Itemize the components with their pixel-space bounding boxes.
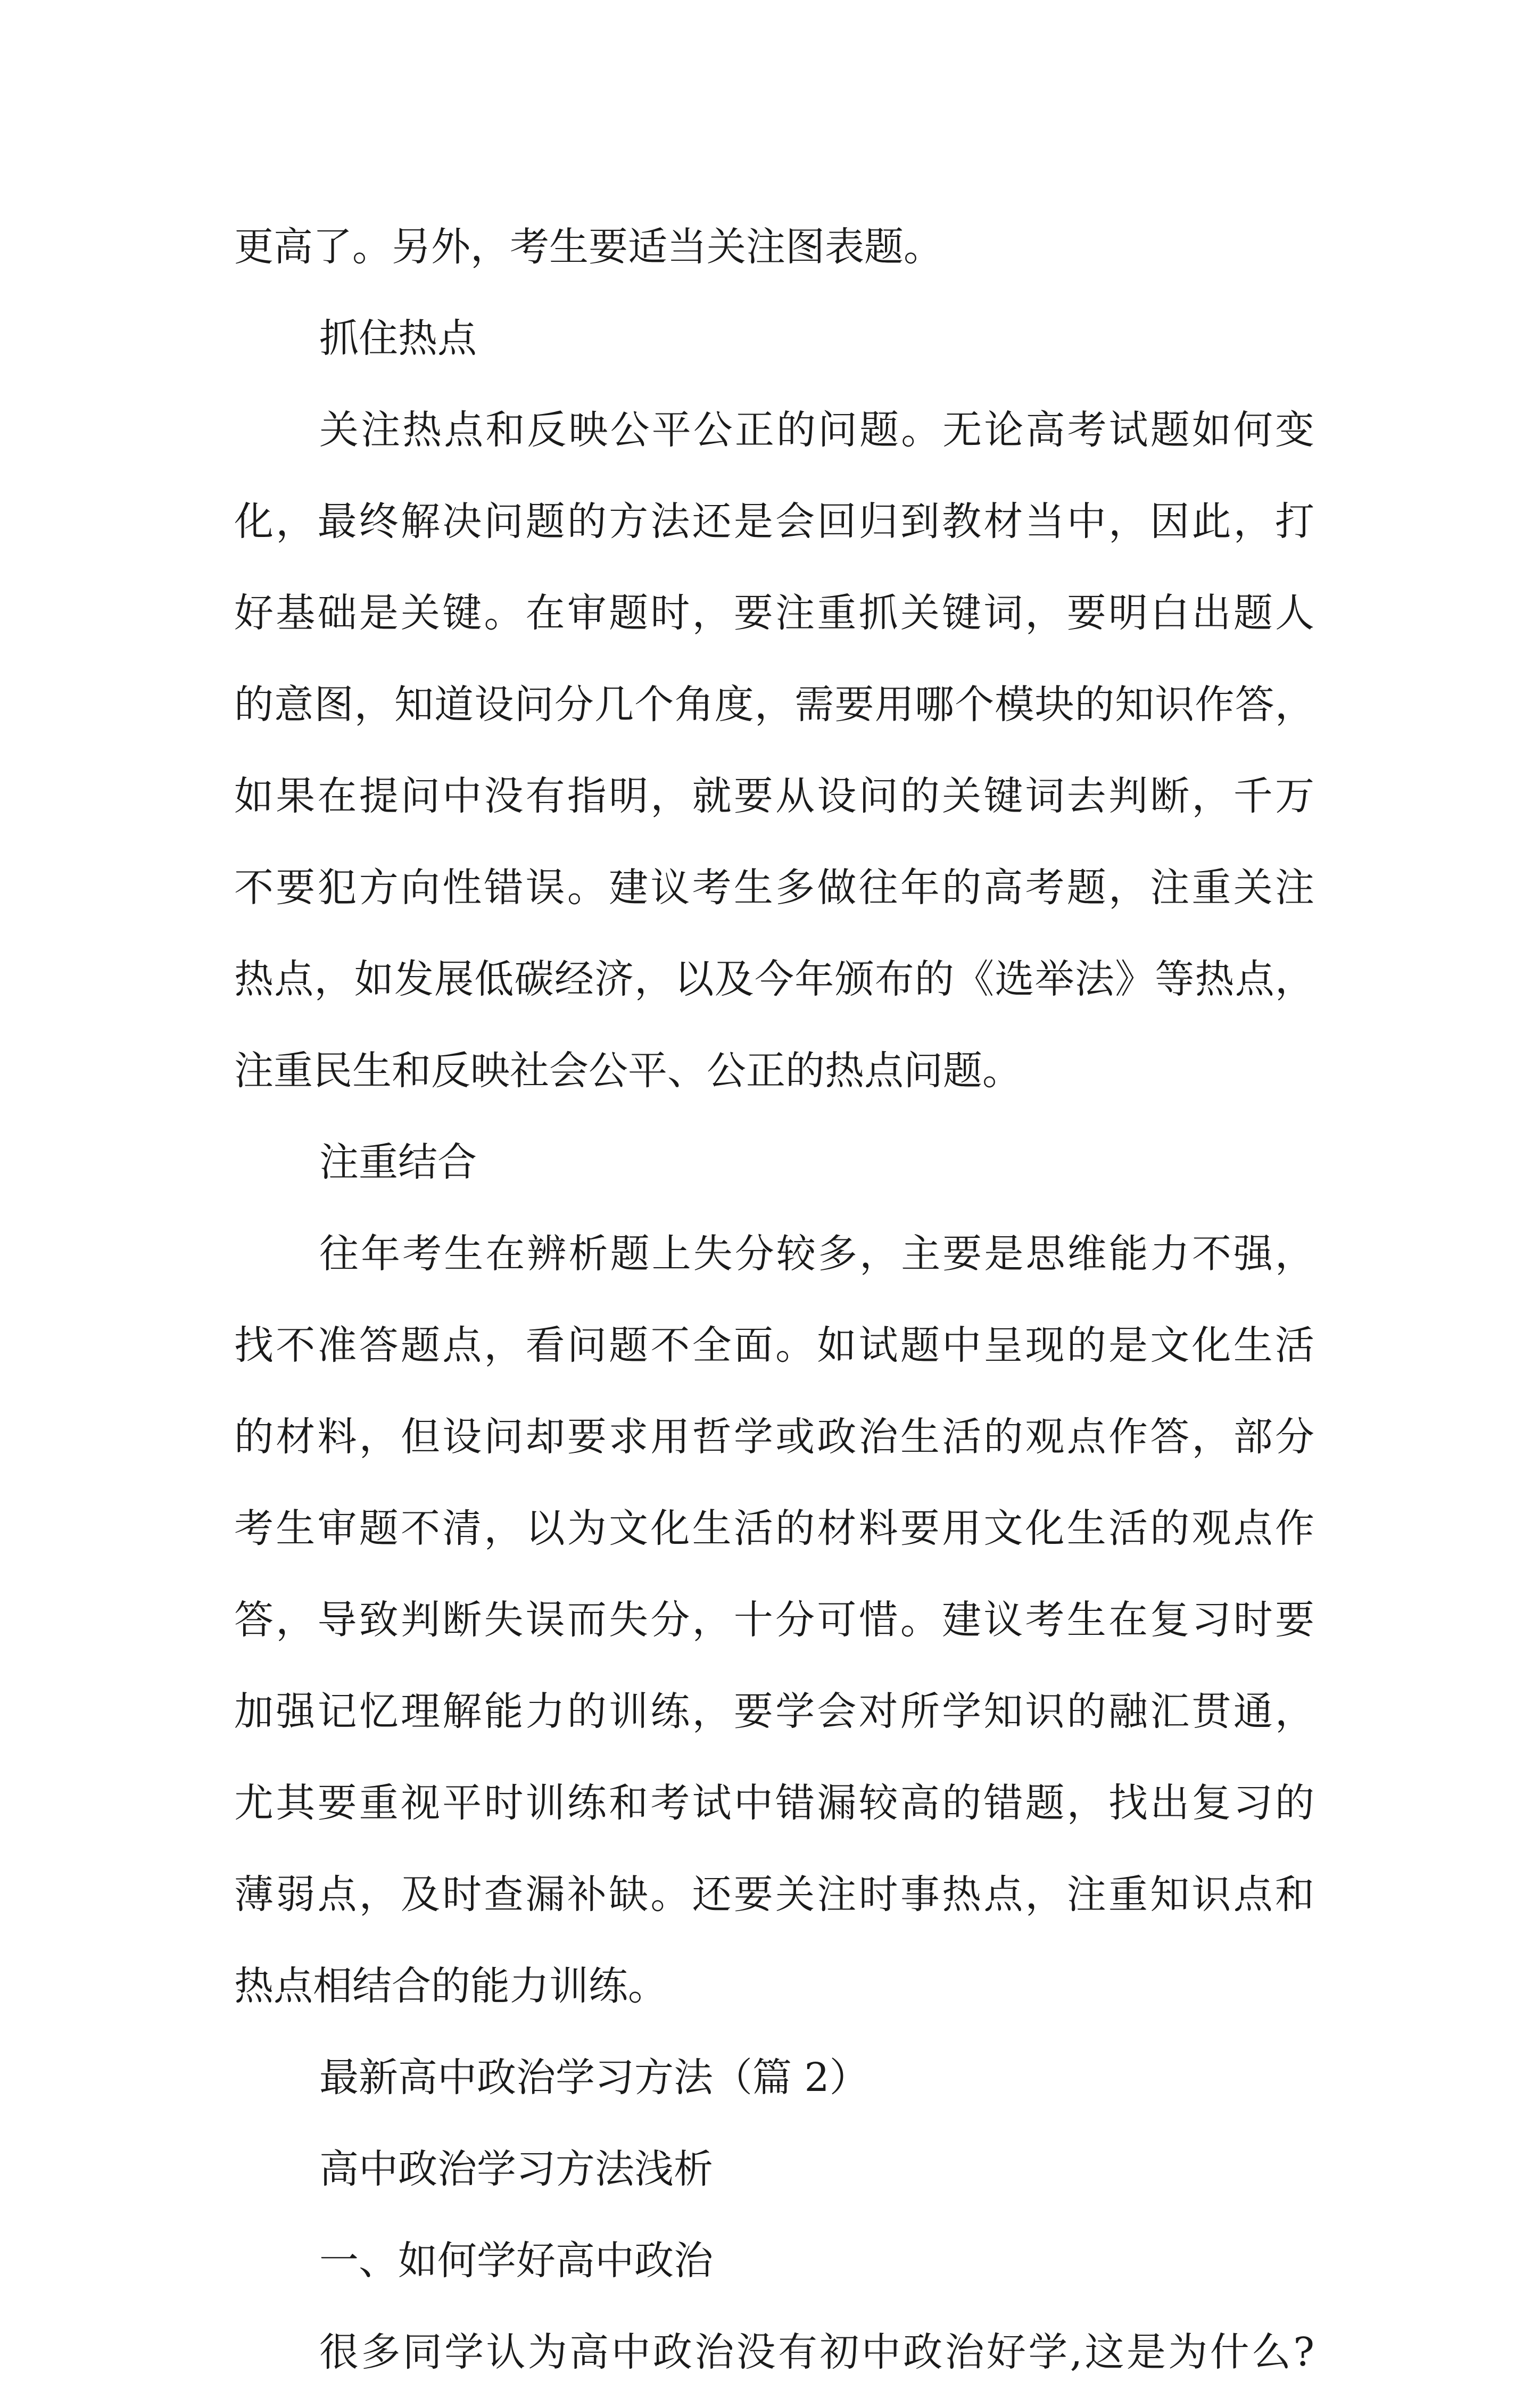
text-line: 的意图，知道设问分几个角度，需要用哪个模块的知识作答， [234, 682, 1314, 727]
text-line: 尤其要重视平时训练和考试中错漏较高的错题，找出复习的 [234, 1780, 1314, 1826]
text-line: 如果在提问中没有指明，就要从设问的关键词去判断，千万 [234, 773, 1314, 819]
text-line: 考生审题不清，以为文化生活的材料要用文化生活的观点作 [234, 1506, 1314, 1551]
text-line: 薄弱点，及时查漏补缺。还要关注时事热点，注重知识点和 [234, 1872, 1314, 1917]
text-line: 化，最终解决问题的方法还是会回归到教材当中，因此，打 [234, 499, 1314, 544]
text-line: 找不准答题点，看问题不全面。如试题中呈现的是文化生活 [234, 1322, 1314, 1368]
text-line: 的材料，但设问却要求用哲学或政治生活的观点作答，部分 [234, 1414, 1314, 1460]
text-line: 抓住热点 [319, 316, 477, 361]
document-body [234, 201, 1314, 2398]
text-line: 不要犯方向性错误。建议考生多做往年的高考题，注重关注 [234, 865, 1314, 911]
text-line: 很多同学认为高中政治没有初中政治好学,这是为什么? [319, 2329, 1314, 2375]
text-line: 热点相结合的能力训练。 [234, 1963, 667, 2009]
text-line: 更高了。另外，考生要适当关注图表题。 [234, 224, 943, 270]
text-line: 好基础是关键。在审题时，要注重抓关键词，要明白出题人 [234, 590, 1314, 636]
text-line: 热点，如发展低碳经济，以及今年颁布的《选举法》等热点， [234, 956, 1314, 1002]
text-line: 答，导致判断失误而失分，十分可惜。建议考生在复习时要 [234, 1597, 1314, 1643]
text-line: 注重民生和反映社会公平、公正的热点问题。 [234, 1048, 1022, 1094]
text-line: 高中政治学习方法浅析 [319, 2146, 713, 2192]
text-line: 注重结合 [319, 1139, 477, 1185]
text-line: 最新高中政治学习方法（篇 2） [319, 2055, 869, 2101]
text-line: 一、如何学好高中政治 [319, 2238, 713, 2284]
text-line: 关注热点和反映公平公正的问题。无论高考试题如何变 [319, 407, 1314, 453]
text-line: 往年考生在辨析题上失分较多，主要是思维能力不强， [319, 1231, 1314, 1277]
text-line: 加强记忆理解能力的训练，要学会对所学知识的融汇贯通， [234, 1689, 1314, 1734]
